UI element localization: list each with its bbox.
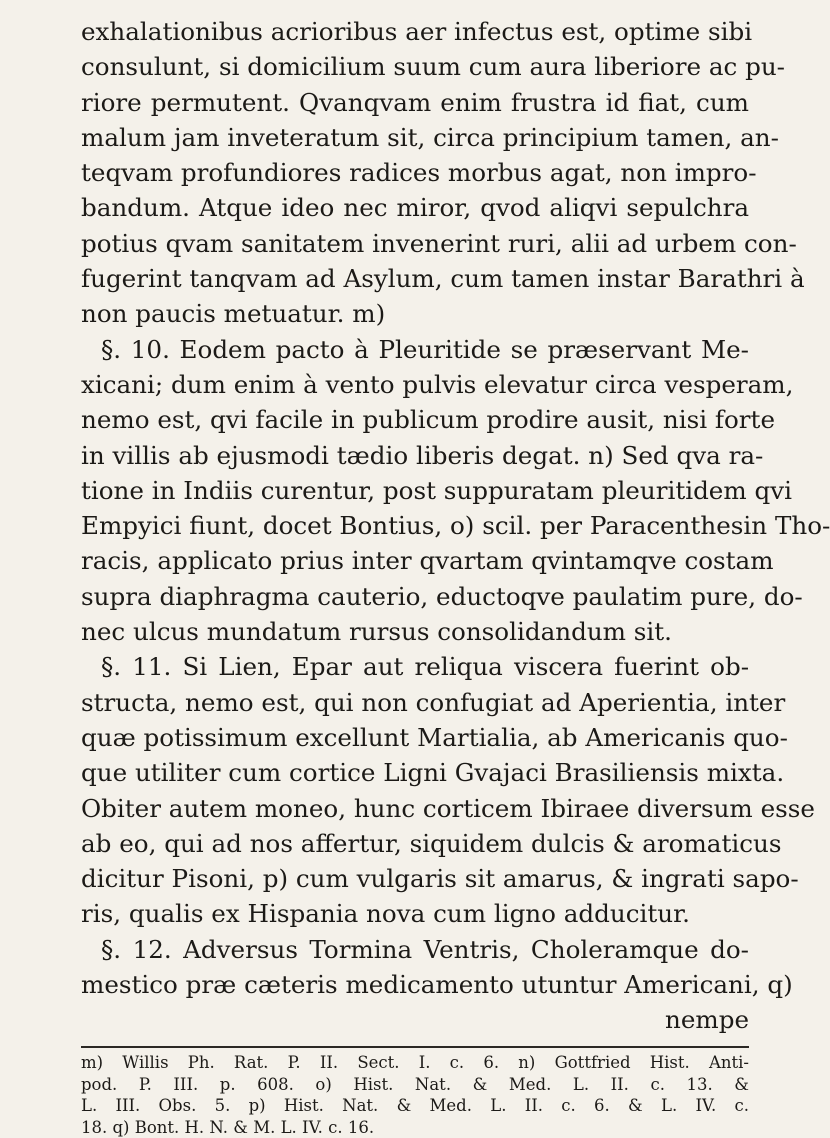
text-line: in villis ab ejusmodi tædio liberis degat. n) Sed qva ra- [81, 438, 749, 473]
text-line: ab eo, qui ad nos affertur, siquidem dulcis & aromaticus [81, 826, 749, 861]
text-line: Obiter autem moneo, hunc corticem Ibiraee diversum esse [81, 791, 749, 826]
footnote-line: 18. q) Bont. H. N. & M. L. IV. c. 16. [81, 1117, 749, 1138]
footnote-rule [81, 1046, 749, 1048]
text-line: supra diaphragma cauterio, eductoqve paulatim pure, do- [81, 579, 749, 614]
text-line: ris, qualis ex Hispania nova cum ligno adducitur. [81, 896, 749, 931]
main-text [81, 0, 749, 1038]
catchword: nempe [81, 1002, 749, 1037]
text-line: que utiliter cum cortice Ligni Gvajaci Brasiliensis mixta. [81, 755, 749, 790]
text-line: mestico præ cæteris medicamento utuntur Americani, q) [81, 967, 749, 1002]
text-line: nemo est, qvi facile in publicum prodire ausit, nisi forte [81, 402, 749, 437]
text-line: bandum. Atque ideo nec miror, qvod aliqvi sepulchra [81, 190, 749, 225]
section-12-start: §. 12. Adversus Tormina Ventris, Choleramque do- [81, 932, 749, 967]
section-11-start: §. 11. Si Lien, Epar aut reliqua viscera fuerint ob- [81, 649, 749, 684]
text-line: quæ potissimum excellunt Martialia, ab Americanis quo- [81, 720, 749, 755]
text-line: exhalationibus acrioribus aer infectus est, optime sibi [81, 14, 749, 49]
text-line: structa, nemo est, qui non confugiat ad Aperientia, inter [81, 685, 749, 720]
footnotes [81, 1052, 749, 1138]
text-line: xicani; dum enim à vento pulvis elevatur circa vesperam, [81, 367, 749, 402]
footnote-line: L. III. Obs. 5. p) Hist. Nat. & Med. L. II. c. 6. & L. IV. c. [81, 1095, 749, 1117]
text-line: fugerint tanqvam ad Asylum, cum tamen instar Barathri à [81, 261, 749, 296]
text-line: dicitur Pisoni, p) cum vulgaris sit amarus, & ingrati sapo- [81, 861, 749, 896]
section-10-start: §. 10. Eodem pacto à Pleuritide se præservant Me- [81, 332, 749, 367]
text-line: non paucis metuatur. m) [81, 296, 749, 331]
footnote-line: pod. P. III. p. 608. o) Hist. Nat. & Med. L. II. c. 13. & [81, 1074, 749, 1096]
text-line: Empyici fiunt, docet Bontius, o) scil. per Paracenthesin Tho- [81, 508, 749, 543]
text-line: riore permutent. Qvanqvam enim frustra id fiat, cum [81, 85, 749, 120]
text-line: nec ulcus mundatum rursus consolidandum sit. [81, 614, 749, 649]
text-line: malum jam inveteratum sit, circa principium tamen, an- [81, 120, 749, 155]
text-line: teqvam profundiores radices morbus agat, non impro- [81, 155, 749, 190]
text-line: tione in Indiis curentur, post suppuratam pleuritidem qvi [81, 473, 749, 508]
text-line: consulunt, si domicilium suum cum aura liberiore ac pu- [81, 49, 749, 84]
text-line: potius qvam sanitatem invenerint ruri, alii ad urbem con- [81, 226, 749, 261]
text-line: racis, applicato prius inter qvartam qvintamqve costam [81, 543, 749, 578]
footnote-line: m) Willis Ph. Rat. P. II. Sect. I. c. 6. n) Gottfried Hist. Anti- [81, 1052, 749, 1074]
